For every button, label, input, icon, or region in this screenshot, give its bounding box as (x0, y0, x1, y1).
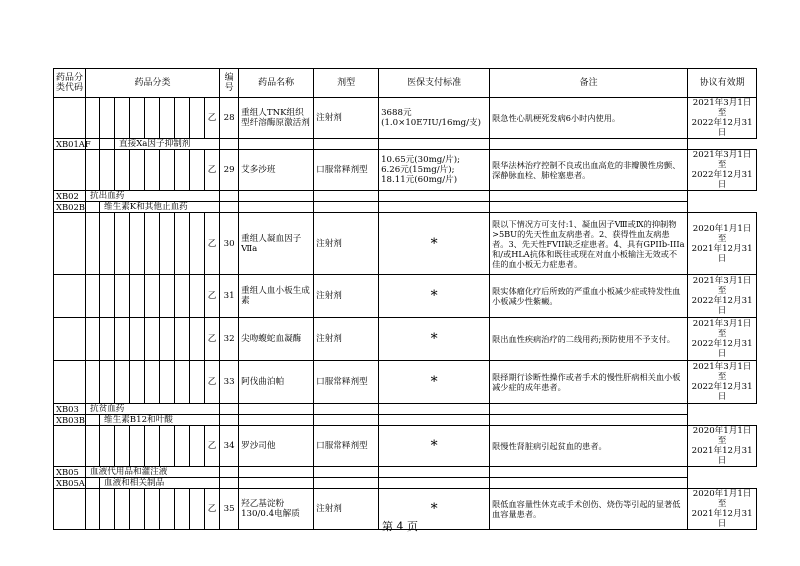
drug-table (53, 68, 757, 530)
empty-cell (220, 404, 239, 415)
empty-cell (379, 202, 490, 213)
category-row (54, 191, 757, 202)
table-row (54, 426, 757, 467)
empty-cell (239, 139, 314, 150)
drug-grade: 乙 (205, 426, 220, 467)
empty-cell (175, 275, 190, 318)
empty-cell (130, 318, 145, 361)
category-row (54, 202, 757, 213)
empty-cell (220, 191, 239, 202)
empty-cell (100, 275, 115, 318)
empty-cell (100, 150, 115, 191)
drug-note: 限华法林治疗控制不良或出血高危的非瓣膜性房颤、深静脉血栓、肺栓塞患者。 (490, 150, 688, 191)
validity-line: 2022年12月31日 (691, 339, 753, 359)
table-row (54, 98, 757, 139)
empty-cell (175, 361, 190, 404)
drug-note: 限择期行诊断性操作或者手术的慢性肝病相关血小板减少症的成年患者。 (490, 361, 688, 404)
drug-note: 限出血性疾病治疗的二线用药;预防使用不予支付。 (490, 318, 688, 361)
table-row (54, 318, 757, 361)
empty-cell (145, 426, 160, 467)
empty-cell (86, 98, 100, 139)
empty-cell (490, 139, 688, 150)
empty-cell (130, 361, 145, 404)
empty-cell (490, 478, 688, 489)
category-label: 血液和相关制品 (100, 478, 220, 489)
empty-cell (175, 150, 190, 191)
empty-cell (54, 361, 86, 404)
empty-cell (145, 98, 160, 139)
empty-cell (100, 426, 115, 467)
empty-cell (239, 467, 314, 478)
empty-cell (220, 202, 239, 213)
empty-cell (190, 98, 205, 139)
empty-cell (145, 361, 160, 404)
validity-line: 2021年12月31日 (691, 509, 753, 529)
category-code: XB05 (54, 467, 86, 478)
empty-cell (160, 98, 175, 139)
drug-name: 艾多沙班 (239, 150, 314, 191)
drug-note: 限低血容量性休克或手术创伤、烧伤等引起的显著低血容量患者。 (490, 489, 688, 530)
empty-cell (379, 478, 490, 489)
standard-line: 6.26元(15mg/片); (381, 165, 455, 175)
standard-star: * (379, 361, 490, 404)
empty-cell (190, 361, 205, 404)
empty-cell (175, 426, 190, 467)
table-row (54, 275, 757, 318)
validity-line: 2022年12月31日 (691, 170, 753, 190)
drug-name: 尖吻蝮蛇血凝酶 (239, 318, 314, 361)
empty-cell (314, 467, 379, 478)
category-row (54, 478, 757, 489)
validity-line: 2021年3月1日至 (692, 276, 752, 296)
drug-form: 口服常释剂型 (314, 150, 379, 191)
payment-standard (379, 150, 490, 191)
empty-cell (86, 275, 100, 318)
drug-name: 羟乙基淀粉130/0.4电解质 (239, 489, 314, 530)
validity-line: 2020年1月1日至 (692, 223, 752, 244)
drug-number: 28 (220, 98, 239, 139)
drug-note: 限以下情况方可支付:1、凝血因子Ⅷ或Ⅸ的抑制物>5BU的先天性血友病患者。2、获得性血友病患者。3、先天性FVII缺乏症患者。4、具有GPIIb-IIIa和/或HLA抗体和既往或现在对血小板输注无效或不佳的血小板无力症患者。 (490, 213, 688, 275)
drug-grade: 乙 (205, 98, 220, 139)
empty-cell (54, 150, 86, 191)
empty-cell (220, 415, 239, 426)
empty-cell (239, 478, 314, 489)
validity-line: 2021年3月1日至 (692, 319, 752, 339)
empty-cell (490, 415, 688, 426)
drug-grade: 乙 (205, 318, 220, 361)
category-label: 直接Xa因子抑制剂 (115, 139, 220, 150)
empty-cell (100, 361, 115, 404)
drug-grade: 乙 (205, 213, 220, 275)
empty-cell (220, 139, 239, 150)
empty-cell (314, 191, 379, 202)
header-num: 编号 (220, 69, 239, 98)
validity-line: 2020年1月1日至 (692, 489, 752, 509)
drug-validity (688, 426, 757, 467)
drug-validity (688, 275, 757, 318)
drug-name: 重组人凝血因子Ⅶa (239, 213, 314, 275)
drug-number: 30 (220, 213, 239, 275)
validity-line: 2021年3月1日至 (692, 98, 752, 118)
empty-cell (314, 404, 379, 415)
empty-cell (490, 404, 688, 415)
empty-cell (490, 191, 688, 202)
empty-cell (54, 275, 86, 318)
empty-cell (115, 150, 130, 191)
empty-cell (115, 426, 130, 467)
empty-cell (160, 426, 175, 467)
header-category: 药品分类 (86, 69, 220, 98)
empty-cell (100, 139, 115, 150)
empty-cell (54, 318, 86, 361)
empty-cell (130, 213, 145, 275)
empty-cell (115, 213, 130, 275)
empty-cell (314, 202, 379, 213)
category-code: XB02 (54, 191, 86, 202)
empty-cell (145, 213, 160, 275)
drug-grade: 乙 (205, 150, 220, 191)
empty-cell (239, 415, 314, 426)
category-code: XB05A (54, 478, 86, 489)
drug-form: 注射剂 (314, 213, 379, 275)
standard-star: * (379, 275, 490, 318)
category-label: 维生素B12和叶酸 (100, 415, 220, 426)
drug-validity (688, 361, 757, 404)
drug-form: 口服常释剂型 (314, 426, 379, 467)
empty-cell (314, 139, 379, 150)
standard-star: * (379, 426, 490, 467)
empty-cell (160, 213, 175, 275)
drug-validity (688, 150, 757, 191)
empty-cell (86, 478, 100, 489)
validity-line: 2022年12月31日 (691, 382, 753, 402)
header-form: 剂型 (314, 69, 379, 98)
empty-cell (239, 404, 314, 415)
validity-line: 2021年3月1日至 (692, 150, 752, 170)
category-row (54, 415, 757, 426)
drug-number: 31 (220, 275, 239, 318)
empty-cell (175, 213, 190, 275)
standard-line: 3688元 (381, 108, 412, 118)
empty-cell (379, 191, 490, 202)
empty-cell (314, 478, 379, 489)
table-row (54, 213, 757, 275)
drug-form: 注射剂 (314, 275, 379, 318)
empty-cell (100, 213, 115, 275)
empty-cell (379, 139, 490, 150)
empty-cell (314, 415, 379, 426)
empty-cell (160, 318, 175, 361)
drug-form: 注射剂 (314, 489, 379, 530)
empty-cell (86, 213, 100, 275)
drug-validity (688, 213, 757, 275)
empty-cell (190, 318, 205, 361)
empty-cell (190, 426, 205, 467)
empty-cell (220, 478, 239, 489)
table-row (54, 361, 757, 404)
empty-cell (86, 150, 100, 191)
empty-cell (130, 275, 145, 318)
validity-line: 2020年1月1日至 (692, 426, 752, 446)
empty-cell (54, 213, 86, 275)
empty-cell (130, 98, 145, 139)
page-number: 第 4 页 (382, 520, 418, 533)
empty-cell (190, 150, 205, 191)
empty-cell (130, 150, 145, 191)
validity-line: 2022年12月31日 (691, 118, 753, 138)
standard-line: 10.65元(30mg/片); (381, 155, 460, 165)
empty-cell (239, 191, 314, 202)
header-row (54, 69, 757, 98)
drug-form: 注射剂 (314, 98, 379, 139)
empty-cell (115, 361, 130, 404)
category-code: XB01AF (54, 139, 86, 150)
standard-star: * (379, 489, 490, 530)
drug-grade: 乙 (205, 489, 220, 530)
header-code: 药品分类代码 (54, 69, 86, 98)
empty-cell (379, 404, 490, 415)
empty-cell (379, 467, 490, 478)
header-name: 药品名称 (239, 69, 314, 98)
payment-standard (379, 98, 490, 139)
drug-number: 29 (220, 150, 239, 191)
validity-line: 2021年3月1日至 (692, 362, 752, 382)
empty-cell (54, 426, 86, 467)
empty-cell (100, 98, 115, 139)
empty-cell (145, 150, 160, 191)
drug-form: 口服常释剂型 (314, 361, 379, 404)
empty-cell (54, 98, 86, 139)
category-row (54, 139, 757, 150)
empty-cell (239, 202, 314, 213)
category-label: 抗出血药 (86, 191, 220, 202)
header-standard: 医保支付标准 (379, 69, 490, 98)
empty-cell (130, 426, 145, 467)
empty-cell (175, 98, 190, 139)
empty-cell (115, 318, 130, 361)
empty-cell (86, 318, 100, 361)
drug-note: 限慢性肾脏病引起贫血的患者。 (490, 426, 688, 467)
empty-cell (160, 361, 175, 404)
category-label: 维生素K和其他止血药 (100, 202, 220, 213)
drug-grade: 乙 (205, 361, 220, 404)
category-row (54, 467, 757, 478)
empty-cell (160, 275, 175, 318)
drug-number: 35 (220, 489, 239, 530)
empty-cell (160, 150, 175, 191)
drug-validity (688, 318, 757, 361)
drug-name: 重组人TNK组织型纤溶酶原激活剂 (239, 98, 314, 139)
drug-note: 限急性心肌梗死发病6小时内使用。 (490, 98, 688, 139)
validity-line: 2021年12月31日 (691, 243, 753, 264)
category-row (54, 404, 757, 415)
drug-form: 注射剂 (314, 318, 379, 361)
header-note: 备注 (490, 69, 688, 98)
empty-cell (86, 426, 100, 467)
drug-name: 罗沙司他 (239, 426, 314, 467)
drug-grade: 乙 (205, 275, 220, 318)
category-code: XB03 (54, 404, 86, 415)
empty-cell (86, 202, 100, 213)
category-code: XB03B (54, 415, 86, 426)
empty-cell (145, 318, 160, 361)
drug-note: 限实体瘤化疗后所致的严重血小板减少症或特发性血小板减少性紫癜。 (490, 275, 688, 318)
empty-cell (175, 318, 190, 361)
empty-cell (220, 467, 239, 478)
drug-validity (688, 98, 757, 139)
table-row (54, 150, 757, 191)
empty-cell (490, 202, 688, 213)
empty-cell (190, 213, 205, 275)
category-code: XB02B (54, 202, 86, 213)
standard-star: * (379, 213, 490, 275)
empty-cell (86, 415, 100, 426)
category-label: 血液代用品和灌注液 (86, 467, 220, 478)
drug-name: 阿伐曲泊帕 (239, 361, 314, 404)
validity-line: 2021年12月31日 (691, 446, 753, 466)
empty-cell (115, 98, 130, 139)
empty-cell (379, 415, 490, 426)
standard-line: 18.11元(60mg/片) (381, 175, 458, 185)
header-validity: 协议有效期 (688, 69, 757, 98)
empty-cell (115, 275, 130, 318)
drug-name: 重组人血小板生成素 (239, 275, 314, 318)
empty-cell (190, 275, 205, 318)
drug-number: 34 (220, 426, 239, 467)
standard-star: * (379, 318, 490, 361)
drug-number: 32 (220, 318, 239, 361)
empty-cell (86, 361, 100, 404)
empty-cell (145, 275, 160, 318)
empty-cell (100, 318, 115, 361)
drug-number: 33 (220, 361, 239, 404)
validity-line: 2022年12月31日 (691, 296, 753, 316)
standard-line: (1.0×10E7IU/16mg/支) (381, 118, 481, 128)
category-label: 抗贫血药 (86, 404, 220, 415)
empty-cell (490, 467, 688, 478)
